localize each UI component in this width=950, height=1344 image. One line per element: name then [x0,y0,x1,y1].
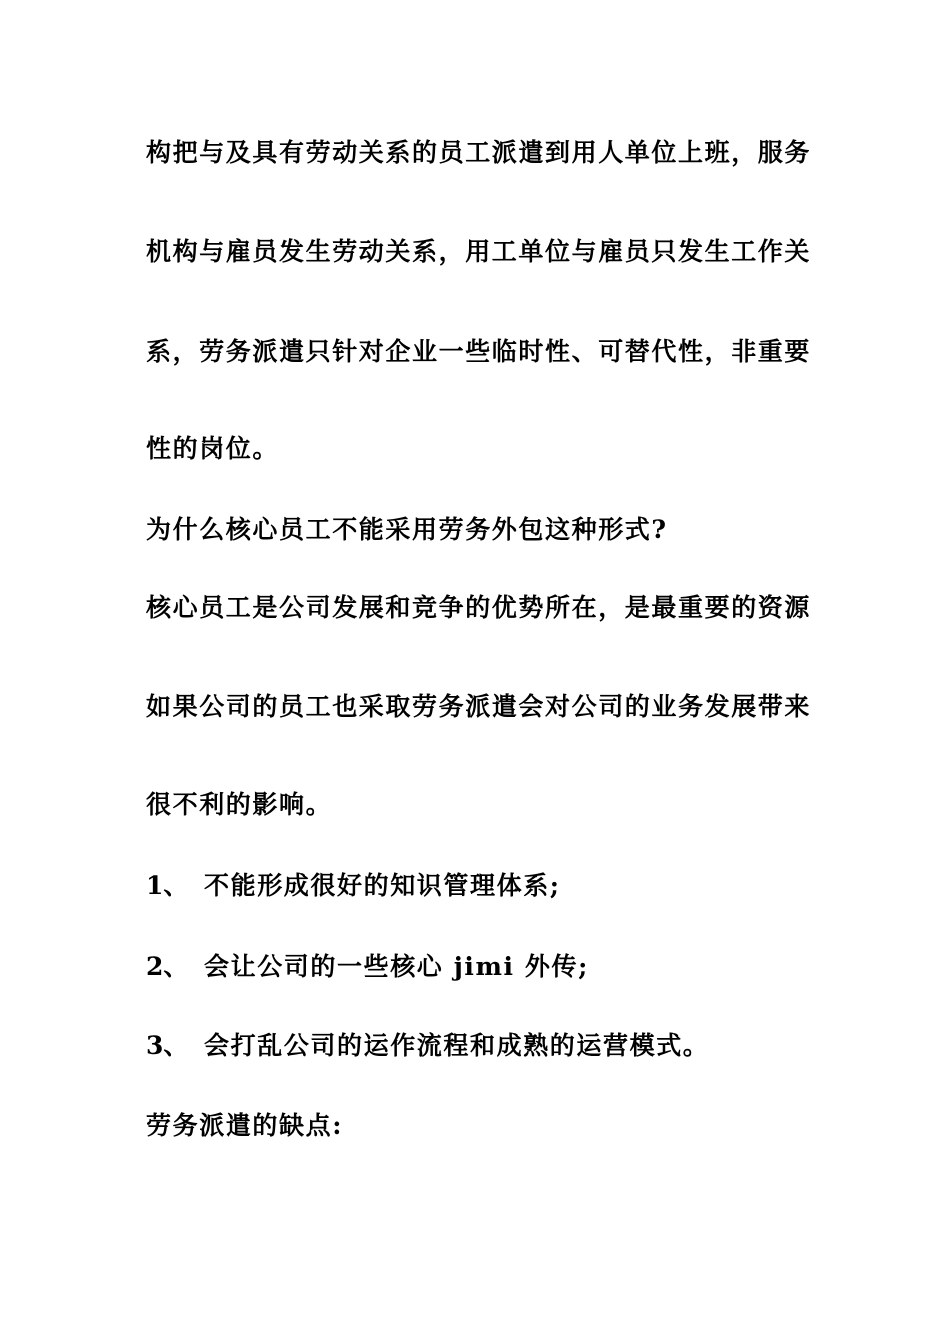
paragraph-2-line-1: 核心员工是公司发展和竞争的优势所在，是最重要的资源 [146,593,812,622]
paragraph-2-line-3: 很不利的影响。 [146,790,333,819]
paragraph-1-line-2: 机构与雇员发生劳动关系，用工单位与雇员只发生工作关 [146,237,812,266]
list-item-1 [146,870,561,902]
question-line: 为什么核心员工不能采用劳务外包这种形式? [146,515,668,544]
list-item-3 [146,1030,709,1062]
paragraph-1-line-3: 系，劳务派遣只针对企业一些临时性、可替代性，非重要 [146,337,812,366]
paragraph-1-line-1: 构把与及具有劳动关系的员工派遣到用人单位上班，服务 [146,138,812,167]
paragraph-2-line-2: 如果公司的员工也采取劳务派遣会对公司的业务发展带来 [146,692,812,721]
list-text: 会让公司的一些核心 jimi 外传; [204,952,589,981]
list-text: 不能形成很好的知识管理体系; [204,871,561,900]
paragraph-1-line-4: 性的岗位。 [146,434,280,463]
list-number: 2、 [146,952,189,981]
list-item-2 [146,951,589,983]
drawbacks-heading: 劳务派遣的缺点: [146,1111,344,1140]
list-number: 3、 [146,1031,189,1060]
list-text: 会打乱公司的运作流程和成熟的运营模式。 [204,1031,710,1060]
list-number: 1、 [146,871,189,900]
